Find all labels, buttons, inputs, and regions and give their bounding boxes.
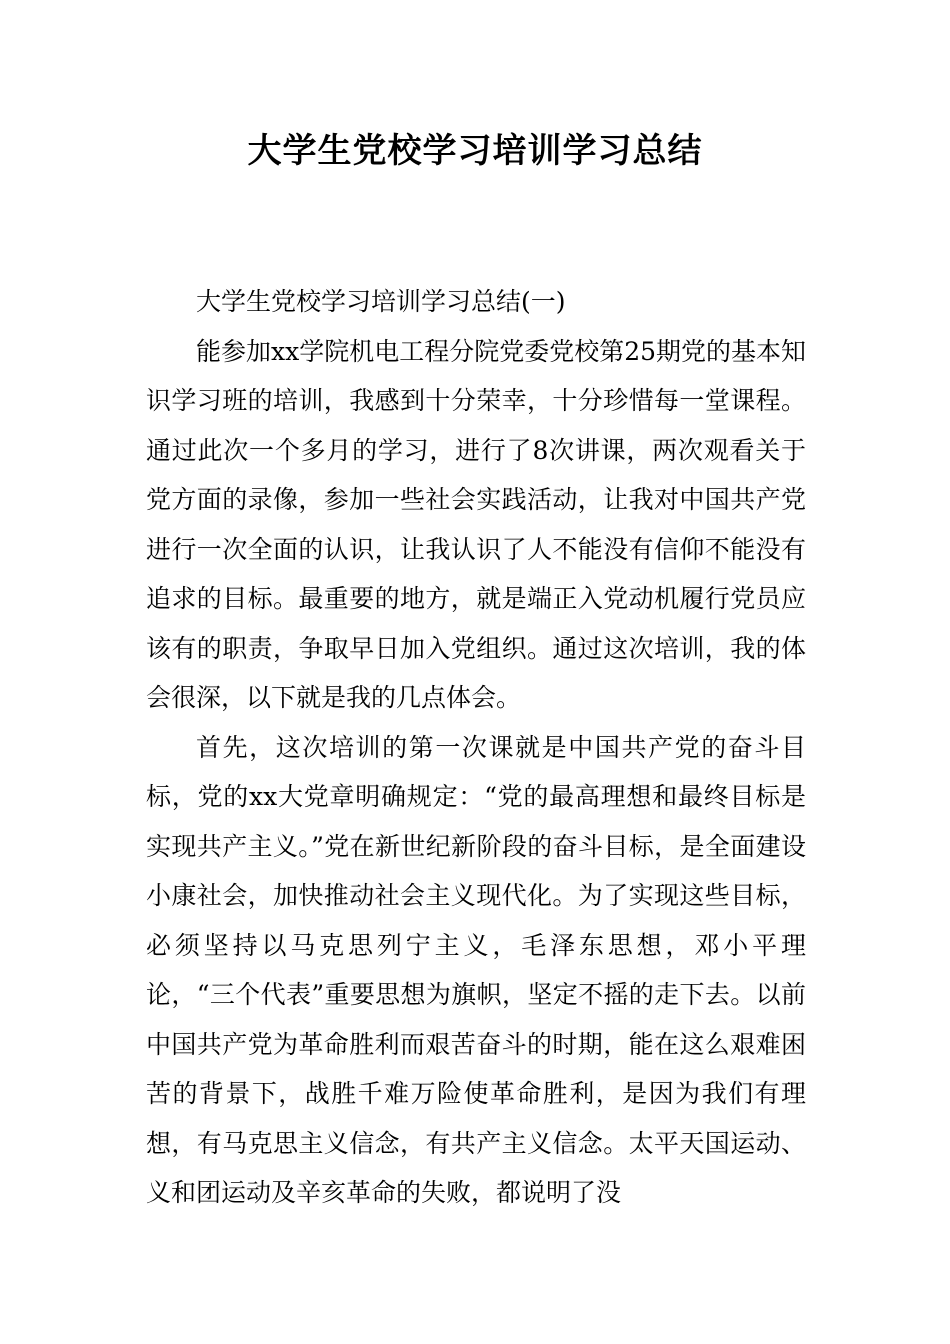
paragraph: 能参加xx学院机电工程分院党委党校第25期党的基本知识学习班的培训，我感到十分荣幸，十分珍惜每一堂课程。通过此次一个多月的学习，进行了8次讲课，两次观看关于党方面的录像，参加一些社会实践活动，让我对中国共产党进行一次全面的认识，让我认识了人不能没有信仰不能没有追求的目标。最重要的地方，就是端正入党动机履行党员应该有的职责，争取早日加入党组织。通过这次培训，我的体会很深，以下就是我的几点体会。	[146, 336, 807, 712]
document-body	[146, 277, 806, 1218]
document-title: 大学生党校学习培训学习总结	[247, 131, 703, 171]
paragraph: 首先，这次培训的第一次课就是中国共产党的奋斗目标，党的xx大党章明确规定：“党的最高理想和最终目标是实现共产主义。”党在新世纪新阶段的奋斗目标，是全面建设小康社会，加快推动社会主义现代化。为了实现这些目标，必须坚持以马克思列宁主义，毛泽东思想，邓小平理论，“三个代表”重要思想为旗帜，坚定不摇的走下去。以前中国共产党为革命胜利而艰苦奋斗的时期，能在这么艰难困苦的背景下，战胜千难万险使革命胜利，是因为我们有理想，有马克思主义信念，有共产主义信念。太平天国运动、义和团运动及辛亥革命的失败，都说明了没	[146, 732, 806, 1207]
paragraph-subtitle: 大学生党校学习培训学习总结(一)	[196, 287, 566, 316]
